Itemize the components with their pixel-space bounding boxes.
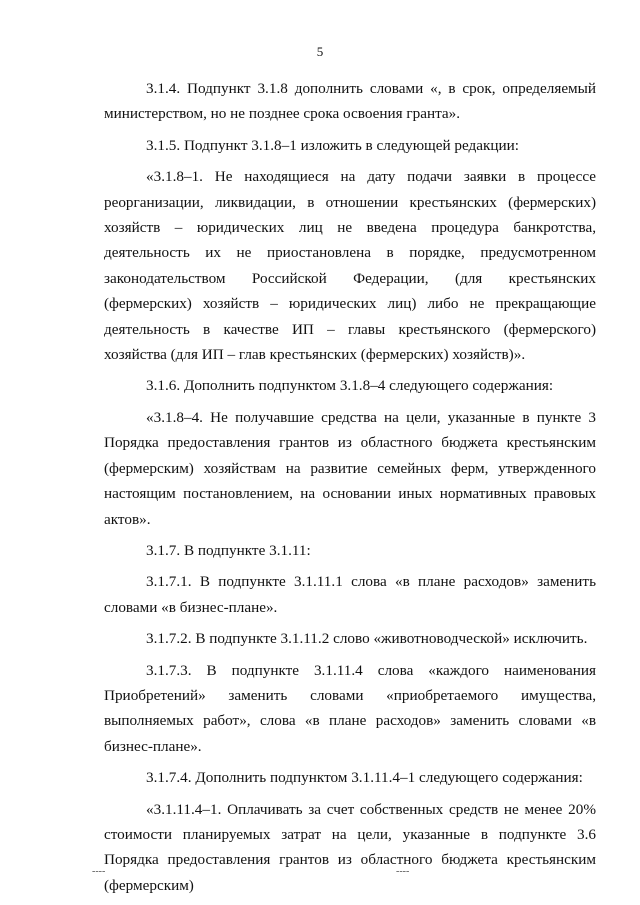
paragraph-3-1-6: 3.1.6. Дополнить подпунктом 3.1.8–4 следующего содержания: [146, 377, 554, 395]
quote-3-1-11-4-1: «3.1.11.4–1. Оплачивать за счет собственных средств не менее 20% стоимости планируемых затрат на цели, указанные в подпункте 3.6 Порядка предоставления грантов из областного бюджета крестьянским (фермерским) [104, 800, 596, 894]
footer-mark-center: ---- [396, 866, 410, 877]
footer-mark-left: ---- [92, 866, 106, 877]
quote-3-1-8-1: «3.1.8–1. Не находящиеся на дату подачи заявки в процессе реорганизации, ликвидации, в отношении крестьянских (фермерских) хозяйств – юридических лиц не введена процедура банкротства, деятельность их не приостановлена в порядке, предусмотренном законодательством Российской Федерации, (для крестьянских (фермерских) хозяйств – юридических лиц) либо не прекращающие деятельность в качестве ИП – главы крестьянского (фермерского) хозяйства (для ИП – глав крестьянских (фермерских) хозяйств)». [104, 168, 596, 364]
paragraph-3-1-7-3: 3.1.7.3. В подпункте 3.1.11.4 слова «каждого наименования Приобретений» заменить словами «приобретаемого имущества, выполняемых работ», слова «в плане расходов» заменить словами «в бизнес-плане». [104, 661, 596, 755]
paragraph-3-1-7-1: 3.1.7.1. В подпункте 3.1.11.1 слова «в плане расходов» заменить словами «в бизнес-плане». [104, 573, 596, 616]
page-number: 5 [316, 44, 324, 59]
paragraph-3-1-7-4: 3.1.7.4. Дополнить подпунктом 3.1.11.4–1 следующего содержания: [146, 769, 583, 787]
paragraph-3-1-7: 3.1.7. В подпункте 3.1.11: [146, 541, 311, 559]
paragraph-3-1-5: 3.1.5. Подпункт 3.1.8–1 изложить в следующей редакции: [146, 136, 519, 154]
quote-3-1-8-4: «3.1.8–4. Не получавшие средства на цели, указанные в пункте 3 Порядка предоставления грантов из областного бюджета крестьянским (фермерским) хозяйствам на развитие семейных ферм, утвержденного настоящим постановлением, на основании иных нормативных правовых актов». [104, 408, 596, 528]
paragraph-3-1-7-2: 3.1.7.2. В подпункте 3.1.11.2 слово «животноводческой» исключить. [146, 630, 588, 648]
paragraph-3-1-4: 3.1.4. Подпункт 3.1.8 дополнить словами «, в срок, определяемый министерством, но не позднее срока освоения гранта». [104, 80, 596, 123]
document-body [104, 76, 596, 898]
